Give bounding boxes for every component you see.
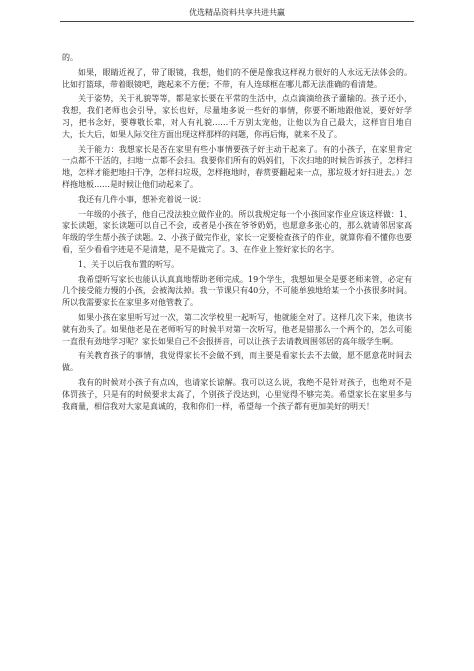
- paragraph-7: 1、关于以后我布置的听写。: [78, 259, 180, 269]
- header-divider: [60, 21, 414, 22]
- paragraph-8: 我希望听写家长也能认认真真地帮助老师完成。19个学生，我想如果全是要老师来管，必定有几个接受能力慢的小孩，会被淘汰掉。我一节课只有40分，不可能单独地给某一个小孩很多时间。所以我需要家长在家里多对他管教了。: [62, 274, 412, 308]
- paragraph-10: 有关教育孩子的事情，我觉得家长不会做不到，而主要是看家长去不去做，愿不愿意花时间去做。: [62, 351, 412, 373]
- paragraph-6: 一年级的小孩子，他自己没法独立做作业的。所以我规定每一个小孩回家作业应该这样做：1、家长读题，家长读题可以自己不会，或者是小孩在爷爷奶奶，也愿意多张心的，那么就请邻居家高年级的学生帮小孩子读题。2、小孩子做完作业，家长一定要检查孩子的作业，就算你看不懂你也要看，至少看看字迹是不是清楚，是不是做完了。3、在作业上签好家长的名字。: [62, 209, 412, 254]
- paragraph-1: 的。: [62, 53, 78, 62]
- paragraph-3: 关于姿势，关于礼貌等等，都是家长要在平常的生活中，点点滴滴给孩子灌输的。孩子还小，我想，我们老师也会引导，家长也好，尽量地多说一些好的事情，你要不断地跟他说，要好好学习，把书念好，要尊敬长辈，对人有礼貌……千万别太宠他，让他以为自己最大，这样盲目地自大，长大后，如果人际交往方面出现这样那样的问题，你再后悔，就来不及了。: [62, 94, 412, 139]
- paragraph-11: 我有的时候对小孩子有点凶，也请家长谅解。我可以这么说，我绝不是针对孩子，也绝对不是体罚孩子，只是有的时候要求太高了，个别孩子没达到，心里觉得不够完美。希望家长在家里多与我商量，相信我对大家是真诚的，我和你们一样，希望每一个孩子都有更加美好的明天！: [62, 377, 412, 411]
- page-header-title: 优选精品资料共享共进共赢: [189, 8, 285, 17]
- document-body: [62, 52, 412, 415]
- paragraph-2: 如果，眼睛近视了，带了眼镜，我想，他们的不便是像我这样视力很好的人永远无法体会的。比如打篮球，带着眼镜吧，跑起来不方便；不带，有人连球框在哪儿都无法准确的看清楚。: [62, 67, 412, 89]
- paragraph-5: 我还有几件小事，想补充着说一说：: [78, 194, 206, 204]
- paragraph-9: 如果小孩在家里听写过一次，第二次学校里一起听写，他就能全对了。这样几次下来，他读书就有劲头了。如果他老是在老师听写的时候半对第一次听写，他老是错那么一个两个的，怎么可能一直很有劲地学习呢？家长如果自己不会报拼音，可以让孩子去请教周围邻居的高年级学生啊。: [62, 312, 412, 346]
- paragraph-4: 关于能力：我想家长是否在家里有些小事情要孩子好主动干起来了。有的小孩子，在家里肯定一点都不干活的，扫地一点都不会扫。我要你们所有的妈妈们，下次扫地的时候告诉孩子，怎样扫地，怎样才能把地扫干净，怎样扫垃圾，怎样拖地时，春赏要翻起来一点，那垃圾才好扫进去。）怎样拖地板……是时候让他们动起来了。: [62, 144, 412, 189]
